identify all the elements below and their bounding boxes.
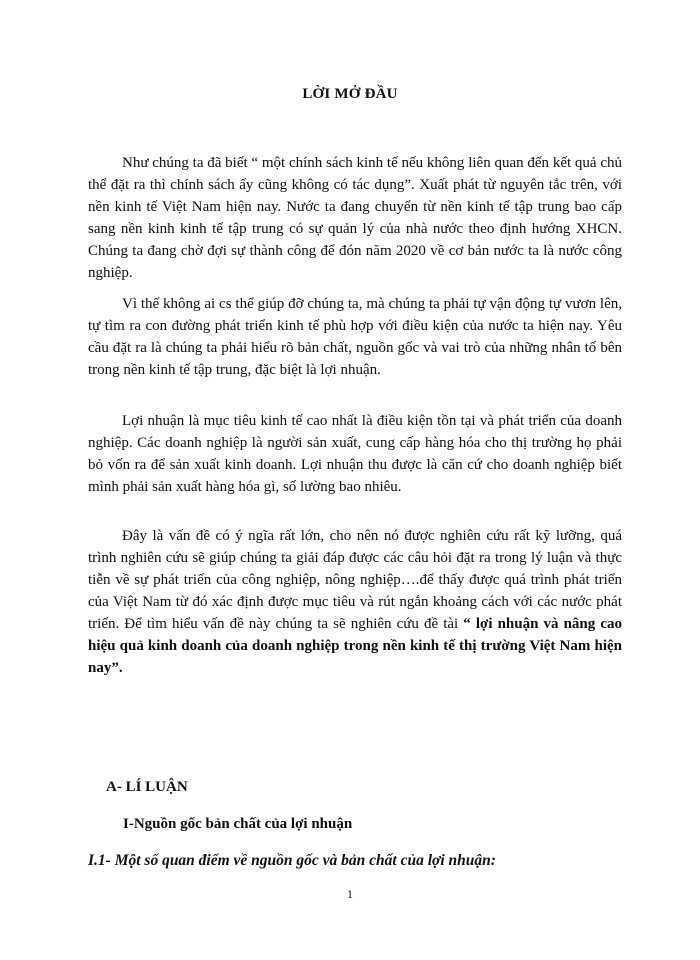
page-number: 1: [347, 887, 353, 901]
paragraph-2: Vì thế không ai cs thể giúp đỡ chúng ta, mà chúng ta phải tự vận động tự vươn lên, tự tìm ra con đường phát triển kinh tế phù hợp với điều kiện của nước ta hiện nay. Yêu cầu đặt ra là chúng ta phải hiểu rõ bản chất, nguồn gốc và vai trò của những nhân tố bên trong nền kinh tế tập trung, đặc biệt là lợi nhuận.: [88, 296, 622, 378]
section-heading-a: A- LÍ LUẬN: [106, 779, 188, 795]
paragraph-4-block: [88, 525, 622, 679]
paragraph-1-block: [88, 152, 622, 284]
paragraph-3-block: [88, 410, 622, 498]
paragraph-2-block: [88, 293, 622, 381]
document-title: LỜI MỞ ĐẦU: [302, 86, 398, 102]
paragraph-1: Như chúng ta đã biết “ một chính sách kinh tế nếu không liên quan đến kết quả chủ thể đặt ra thì chính sách ấy cũng không có tác dụng”. Xuất phát từ nguyên tắc trên, với nền kinh tế Việt Nam hiện nay. Nước ta đang chuyển từ nền kinh tế tập trung bao cấp sang nền kinh kinh tế tập trung có sự quản lý của nhà nước theo định hướng XHCN. Chúng ta đang chờ đợi sự thành công để đón năm 2020 về cơ bản nước ta là nước công nghiệp.: [88, 155, 622, 281]
paragraph-4: [88, 525, 622, 679]
section-heading-i: I-Nguồn gốc bản chất của lợi nhuận: [123, 816, 353, 832]
paragraph-4-topic: “ lợi nhuận và nâng cao hiệu quả kinh doanh của doanh nghiệp trong nền kinh tế thị trường Việt Nam hiện nay”.: [88, 616, 622, 676]
paragraph-3: Lợi nhuận là mục tiêu kinh tế cao nhất là điều kiện tồn tại và phát triển của doanh nghiệp. Các doanh nghiệp là người sản xuất, cung cấp hàng hóa cho thị trường họ phải bỏ vốn ra để sản xuất kinh doanh. Lợi nhuận thu được là căn cứ cho doanh nghiệp biết mình phải sản xuất hàng hóa gì, số lường bao nhiêu.: [88, 413, 622, 495]
paragraph-4-text: Đây là vấn đề có ý ngĩa rất lớn, cho nên nó được nghiên cứu rất kỹ lưỡng, quá trình nghiên cứu sẽ giúp chúng ta giải đáp được các câu hỏi đặt ra trong lý luận và thực tiễn về sự phát triển của công nghiệp, nông nghiệp….để thấy được quá trình phát triển của Việt Nam từ đó xác định được mục tiêu và rút ngắn khoảng cách với các nước phát triển. Để tìm hiểu vấn đề này chúng ta sẽ nghiên cứu đề tài: [88, 528, 622, 632]
section-heading-i1: I.1- Một số quan điểm về nguồn gốc và bản chất của lợi nhuận:: [88, 852, 496, 869]
